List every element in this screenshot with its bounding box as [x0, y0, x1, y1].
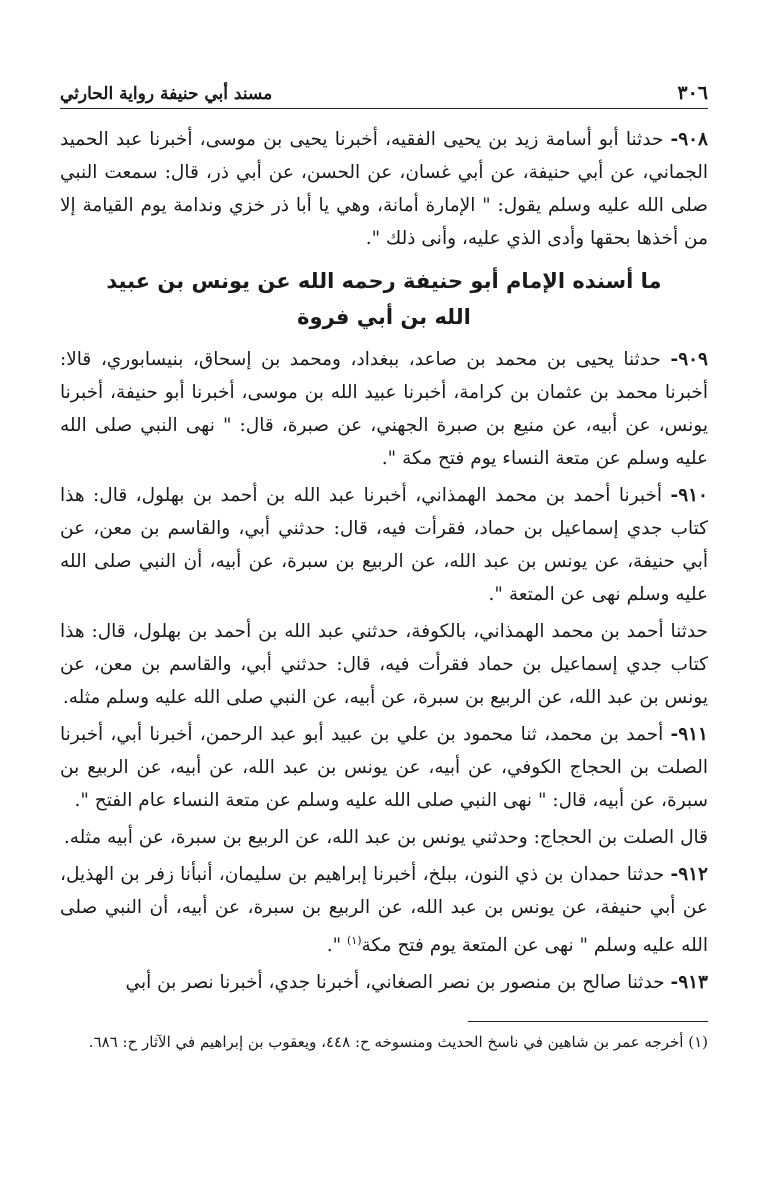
hadith-text: حدثنا أبو أسامة زيد بن يحيى الفقيه، أخبرنا يحيى بن موسى، أخبرنا عبد الحميد الجماني، عن أبي حنيفة، عن أبي غسان، عن الحسن، عن أبي ذر، قال: سمعت النبي صلى الله عليه وسلم يقول: " الإمارة أمانة، وهي يا أبا ذر خزي وندامة يوم القيامة إلا من أخذها بحقها وأدى الذي عليه، وأنى ذلك ".	[60, 129, 708, 249]
hadith-paragraph	[60, 858, 708, 962]
section-heading-line-1: ما أسنده الإمام أبو حنيفة رحمه الله عن يونس بن عبيد	[106, 269, 662, 293]
hadith-text: حدثنا يحيى بن محمد بن صاعد، ببغداد، ومحمد بن إسحاق، بنيسابوري، قالا: أخبرنا محمد بن عثمان بن كرامة، أخبرنا عبيد الله بن موسى، أخبرنا أبو حنيفة، أخبرنا يونس، عن أبيه، عن منيع بن صبرة الجهني، عن صبرة، قال: " نهى النبي صلى الله عليه وسلم عن متعة النساء يوم فتح مكة ".	[60, 349, 708, 469]
footnote-marker[interactable]: (١)	[347, 934, 362, 947]
hadith-number: ٩١٣-	[670, 972, 708, 994]
section-heading-line-2: الله بن أبي فروة	[297, 305, 471, 329]
hadith-paragraph	[60, 479, 708, 611]
hadith-text: حدثنا صالح بن منصور بن نصر الصغاني، أخبرنا جدي، أخبرنا نصر بن أبي	[125, 972, 665, 994]
footnote-divider	[468, 1021, 708, 1022]
book-page	[60, 82, 708, 1054]
hadith-number: ٩٠٨-	[670, 129, 708, 150]
hadith-number: ٩١٢-	[670, 864, 708, 885]
hadith-text-tail: ".	[326, 935, 347, 957]
hadith-paragraph	[60, 615, 708, 714]
hadith-text: قال الصلت بن الحجاج: وحدثني يونس بن عبد الله، عن الربيع بن سبرة، عن أبيه مثله.	[63, 827, 708, 848]
page-header	[60, 82, 708, 109]
hadith-text: حدثنا أحمد بن محمد الهمذاني، بالكوفة، حدثني عبد الله بن أحمد بن بهلول، قال: هذا كتاب جدي إسماعيل بن حماد فقرأت فيه، قال: حدثني أبي، والقاسم بن معن، عن يونس بن عبد الله، عن الربيع بن سبرة، عن أبيه، عن النبي صلى الله عليه وسلم مثله.	[60, 621, 708, 708]
hadith-number: ٩١٠-	[670, 485, 708, 506]
running-title: مسند أبي حنيفة رواية الحارثي	[60, 84, 273, 104]
hadith-text: حدثنا حمدان بن ذي النون، ببلخ، أخبرنا إبراهيم بن سليمان، أنبأنا زفر بن الهذيل، عن أبي حنيفة، عن يونس بن عبد الله، عن الربيع بن سبرة، عن أبيه، أن النبي صلى الله عليه وسلم " نهى عن المتعة يوم فتح مكة	[60, 864, 708, 957]
hadith-paragraph	[60, 123, 708, 255]
hadith-paragraph	[60, 343, 708, 475]
page-number: ٣٠٦	[677, 82, 708, 104]
hadith-number: ٩٠٩-	[670, 349, 708, 370]
section-heading	[60, 263, 708, 335]
hadith-text: أحمد بن محمد، ثنا محمود بن علي بن عبيد أبو عبد الرحمن، أخبرنا أبي، أخبرنا الصلت بن الحجاج الكوفي، عن أبيه، عن يونس بن عبد الله، عن أبيه، عن الربيع بن سبرة، عن أبيه، قال: " نهى النبي صلى الله عليه وسلم عن متعة النساء عام الفتح ".	[60, 724, 708, 811]
hadith-text: أخبرنا أحمد بن محمد الهمذاني، أخبرنا عبد الله بن أحمد بن بهلول، قال: هذا كتاب جدي إسماعيل بن حماد، فقرأت فيه، قال: حدثني أبي، والقاسم بن معن، عن أبي حنيفة، عن يونس بن عبد الله، عن الربيع بن سبرة، عن أبيه، أن النبي صلى الله عليه وسلم نهى عن المتعة ".	[60, 485, 708, 605]
hadith-paragraph	[60, 718, 708, 817]
hadith-paragraph	[60, 821, 708, 854]
hadith-paragraph	[60, 966, 708, 999]
footnote: (١) أخرجه عمر بن شاهين في ناسخ الحديث ومنسوخه ح: ٤٤٨، ويعقوب بن إبراهيم في الآثار ح: ٦٨٦.	[88, 1033, 708, 1052]
hadith-number: ٩١١-	[670, 724, 708, 745]
